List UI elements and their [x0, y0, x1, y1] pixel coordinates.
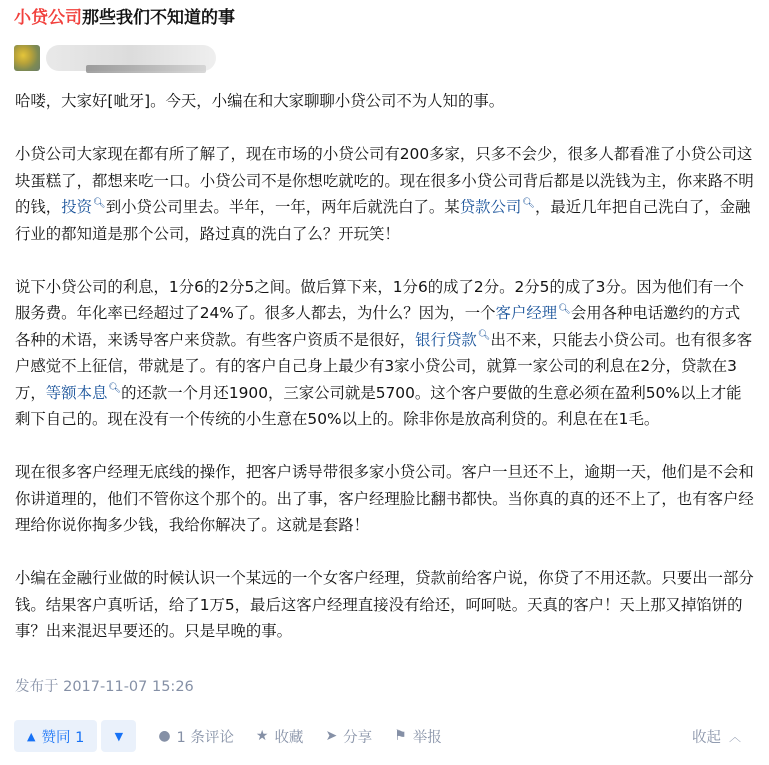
- search-icon: 🔍︎: [522, 197, 535, 209]
- share-icon: ➤: [325, 728, 338, 744]
- collapse-button[interactable]: [692, 720, 741, 752]
- comment-button[interactable]: [158, 726, 234, 747]
- comment-icon: ●: [158, 728, 171, 744]
- favorite-label: 收藏: [274, 729, 304, 746]
- article-title: [14, 6, 235, 30]
- paragraph-1: 哈喽，大家好[呲牙]。今天，小编在和大家聊聊小贷公司不为人知的事。: [15, 92, 505, 110]
- search-icon: 🔍︎: [92, 197, 106, 209]
- downvote-button[interactable]: [101, 720, 136, 752]
- search-icon: 🔍︎: [477, 330, 491, 342]
- share-label: 分享: [343, 729, 373, 746]
- author-name-blurred[interactable]: [46, 45, 216, 71]
- action-bar: [14, 720, 756, 752]
- link-bank-loan[interactable]: 银行贷款🔍︎: [415, 330, 491, 349]
- flag-icon: ⚑: [394, 728, 407, 744]
- share-button[interactable]: [325, 726, 372, 747]
- upvote-icon: ▲: [27, 729, 36, 743]
- collapse-label: 收起: [691, 729, 721, 746]
- title-highlight: 小贷公司: [14, 8, 82, 28]
- search-icon: 🔍︎: [108, 383, 122, 395]
- favorite-button[interactable]: [256, 726, 304, 747]
- paragraph-3: 说下小贷公司的利息，1分6的2分5之间。做后算下来，1分6的成了2分。2分5的成了3分。因为他们有一个服务费。年化率已经超过了24%了。很多人都去，为什么？因为，一个客户经理🔍︎会用各种电话邀约的方式各种的术语，来诱导客户来贷款。有些客户资质不是很好，银行贷款🔍︎出不来，只能去小贷公司。也有很多客户感觉不上征信，带就是了。有的客户自己身上最少有3家小贷公司，就算一家公司的利息在2分，贷款在3万，等额本息🔍︎的还款一个月还1900，三家公司就是5700。这个客户要做的生意必须在盈利50%以上才能剩下自己的。现在没有一个传统的小生意在50%以上的。除非你是放高利贷的。利息在在1毛。: [15, 277, 753, 428]
- paragraph-5: 小编在金融行业做的时候认识一个某远的一个女客户经理，贷款前给客户说，你贷了不用还款。只要出一部分钱。结果客户真听话，给了1万5，最后这客户经理直接没有给还，呵呵哒。天真的客户！天上那又掉馅饼的事？出来混迟早要还的。只是早晚的事。: [15, 569, 754, 640]
- report-button[interactable]: [394, 726, 442, 747]
- downvote-icon: ▼: [114, 729, 124, 743]
- link-equal-installment[interactable]: 等额本息🔍︎: [45, 383, 122, 402]
- upvote-label: 赞同 1: [41, 729, 85, 746]
- star-icon: ★: [255, 728, 269, 744]
- chevron-up-icon: ︿: [728, 729, 741, 744]
- link-investment[interactable]: 投资🔍︎: [61, 197, 106, 216]
- search-icon: 🔍︎: [558, 303, 571, 315]
- publish-time[interactable]: 发布于 2017-11-07 15:26: [15, 679, 194, 695]
- author-row: [14, 44, 216, 72]
- link-account-manager[interactable]: 客户经理🔍︎: [495, 303, 571, 322]
- upvote-button[interactable]: [14, 720, 97, 752]
- article-content: [15, 88, 755, 671]
- paragraph-4: 现在很多客户经理无底线的操作，把客户诱导带很多家小贷公司。客户一旦还不上，逾期一天，他们是不会和你讲道理的，他们不管你这个那个的。出了事，客户经理脸比翻书都快。当你真的真的还不上了，也有客户经理给你说你掏多少钱，我给你解决了。这就是套路！: [15, 463, 754, 534]
- title-rest: 那些我们不知道的事: [82, 8, 235, 28]
- report-label: 举报: [412, 729, 442, 746]
- avatar[interactable]: [14, 45, 40, 71]
- comment-label: 1 条评论: [176, 729, 234, 746]
- paragraph-2: 小贷公司大家现在都有所了解了，现在市场的小贷公司有200多家，只多不会少，很多人都看准了小贷公司这块蛋糕了，都想来吃一口。小贷公司不是你想吃就吃的。现在很多小贷公司背后都是以洗钱为主，你来路不明的钱，投资🔍︎到小贷公司里去。半年，一年，两年后就洗白了。某贷款公司🔍︎，最近几年把自己洗白了，金融行业的都知道是那个公司，路过真的洗白了么？开玩笑！: [15, 145, 754, 243]
- link-loan-company[interactable]: 贷款公司🔍︎: [459, 197, 535, 216]
